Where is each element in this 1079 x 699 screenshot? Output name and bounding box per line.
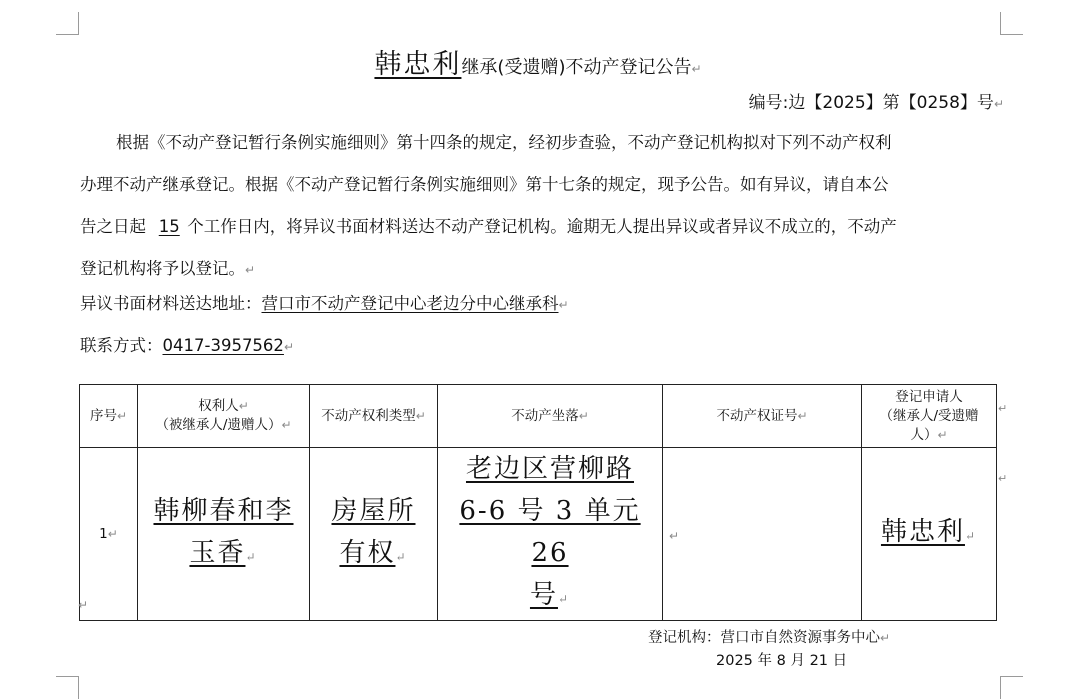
contact-info — [80, 332, 294, 356]
page-corner-mark-top-right — [1000, 12, 1023, 35]
address-value: 营口市不动产登记中心老边分中心继承科 — [261, 294, 559, 313]
objection-days: 15 — [158, 217, 180, 236]
body-line-3 — [80, 206, 1000, 248]
table-row-end-mark: ↵ — [998, 472, 1008, 485]
body-line-4 — [80, 248, 1000, 291]
title-text: 继承(受遗赠)不动产登记公告 — [461, 57, 692, 78]
paragraph-mark: ↵ — [993, 97, 1004, 111]
body-line-2: 办理不动产继承登记。根据《不动产登记暂行条例实施细则》第十七条的规定，现予公告。如有异议，请自本公 — [80, 175, 889, 194]
cell-right-type: 房屋所 有权↵ — [310, 448, 438, 621]
notice-number-text: 编号:边【2025】第【0258】号 — [748, 93, 994, 113]
empty-paragraph-mark: ↵ — [78, 598, 89, 612]
body-line-3-post: 个工作日内，将异议书面材料送达不动产登记机构。逾期无人提出异议或者异议不成立的，不动产 — [187, 217, 897, 236]
cell-cert-number: ↵ — [663, 448, 862, 621]
body-line-3-pre: 告之日起 — [80, 217, 146, 236]
header-applicant: 登记申请人 （继承人/受遗赠 人）↵ — [862, 385, 997, 448]
objection-address — [80, 290, 569, 314]
table-row-end-mark: ↵ — [998, 402, 1008, 415]
paragraph-mark: ↵ — [691, 62, 702, 76]
paragraph-mark: ↵ — [880, 631, 891, 645]
contact-label: 联系方式： — [80, 336, 163, 355]
registration-authority — [648, 626, 890, 647]
registration-authority-text: 登记机构：营口市自然资源事务中心 — [648, 630, 880, 646]
paragraph-mark: ↵ — [558, 298, 569, 312]
table-row — [80, 448, 997, 621]
header-seq: 序号↵ — [80, 385, 138, 448]
header-cert-number: 不动产权证号↵ — [663, 385, 862, 448]
cell-applicant: 韩忠利↵ — [862, 448, 997, 621]
table-header-row — [80, 385, 997, 448]
contact-phone: 0417-3957562 — [162, 336, 284, 355]
body-line-1: 根据《不动产登记暂行条例实施细则》第十四条的规定，经初步查验，不动产登记机构拟对下列不动产权利 — [116, 133, 892, 152]
paragraph-mark: ↵ — [283, 340, 294, 354]
notice-title — [80, 42, 996, 81]
header-right-type: 不动产权利类型↵ — [310, 385, 438, 448]
notice-number — [749, 88, 1004, 113]
cell-location: 老边区营柳路 6-6 号 3 单元 26 号↵ — [438, 448, 663, 621]
address-label: 异议书面材料送达地址： — [80, 294, 262, 313]
header-location: 不动产坐落↵ — [438, 385, 663, 448]
paragraph-mark: ↵ — [245, 263, 256, 277]
header-holder: 权利人↵ （被继承人/遗赠人）↵ — [138, 385, 310, 448]
property-table — [79, 384, 997, 621]
notice-body — [80, 122, 1000, 291]
body-line-4-text: 登记机构将予以登记。 — [80, 259, 245, 278]
title-applicant-name: 韩忠利 — [374, 49, 462, 80]
notice-date: 2025 年 8 月 21 日 — [716, 653, 848, 669]
page-corner-mark-top-left — [56, 12, 79, 35]
cell-holder: 韩柳春和李 玉香↵ — [138, 448, 310, 621]
cell-seq: 1↵ — [80, 448, 138, 621]
